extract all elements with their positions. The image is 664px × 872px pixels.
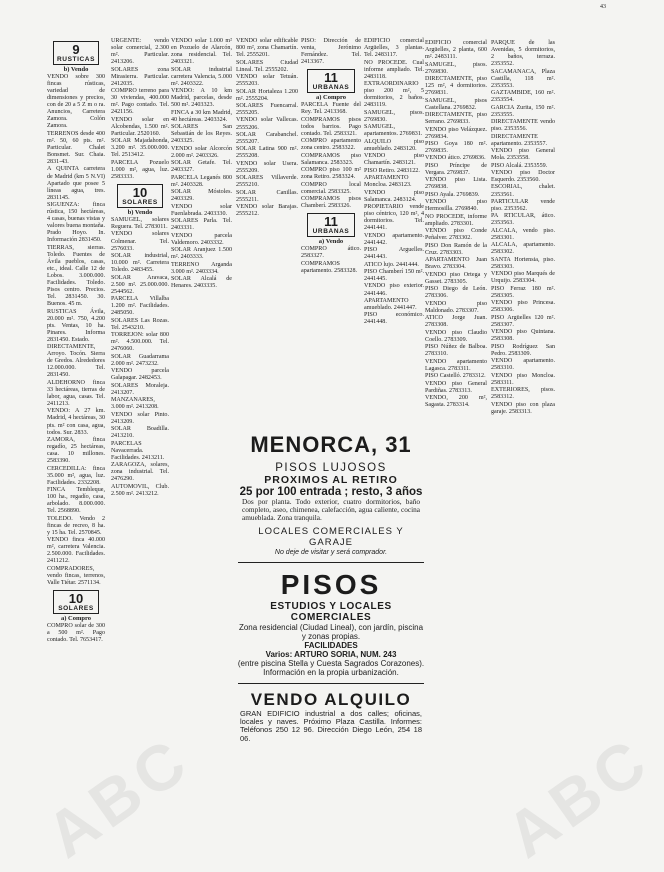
- ad-item: PARCELA Pozuelo 1.000 m², agua, luz. 2583333.: [111, 159, 169, 180]
- ad-item: SAMUGEL, apartamentos. 2769831.: [364, 124, 423, 138]
- ad-item: PISO Castelló. 2783312.: [425, 373, 486, 380]
- column-3: [171, 38, 232, 458]
- ad-item: DIRECTAMENTE vendo piso. 2353556.: [491, 119, 555, 133]
- ad-item: EDIFICIO comercial Argüelles, 2 planta, 600 m². 2483111.: [425, 40, 487, 61]
- ad-item: SOLAR Alcalá de Henares. 2403335.: [171, 276, 232, 290]
- watermark: ABC: [33, 722, 204, 872]
- ad-item: SOLAR industrial carretera Valencia, 5.000 m². 2403322.: [171, 66, 232, 87]
- ad-item: VENDO solar Fuenlabrada. 2403330.: [171, 203, 232, 217]
- column-5: [301, 38, 361, 458]
- ad-item: SAMUGEL, solares Reguera. Tel. 2783011.: [111, 216, 169, 231]
- subsection-title: a) Vendo: [318, 238, 344, 246]
- pisos-facilidades: FACILIDADES: [304, 640, 358, 650]
- subsection-title: a) Compro: [315, 94, 347, 102]
- ad-item: VENDO piso Chamartín. 2483121.: [364, 153, 424, 167]
- subsection-title: b) Vendo: [127, 208, 153, 216]
- ad-item: VENDO piso General Mola. 2353558.: [491, 148, 555, 162]
- ad-item: ALCALA, vendo piso. 2583301.: [491, 227, 555, 241]
- ad-item: VENDO piso Princesa. 2583306.: [491, 300, 555, 314]
- ad-item: DIRECTAMENTE, piso Serrano. 2769833.: [425, 112, 487, 126]
- section-number: 10: [132, 184, 148, 200]
- ad-item: TOLEDO. Vendo 2 fincas de recreo, 8 ha. y 15 ha. Tel. 2570845.: [47, 515, 105, 536]
- ad-item: VENDO piso Maldonado. 2783307.: [425, 300, 487, 314]
- ad-item: VENDO parcela Galapagar. 2482453.: [111, 368, 169, 382]
- pisos-info: Información en la propia urbanización.: [263, 667, 399, 677]
- ad-item: PARCELAS Navacerrada. Facilidades. 2413211.: [111, 440, 165, 461]
- ad-item: PA RTICULAR, ático. 2353563.: [491, 213, 555, 227]
- ad-item: COMPRO ático. 2583327.: [301, 246, 361, 260]
- ad-item: SOLAR Carabanchel. 2555207.: [236, 131, 298, 145]
- section-header-urbanas: [307, 69, 355, 93]
- section-number: 11: [324, 214, 338, 230]
- column-6: [364, 38, 424, 458]
- ad-item: ZARAGOZA, solares, zona industrial. Tel. 2476290.: [111, 462, 169, 483]
- display-ad-block: [236, 422, 426, 847]
- ad-item: MANZANARES, 3.000 m². 2413208.: [111, 397, 159, 411]
- menorca-description: Dos por planta. Todo exterior, cuatro dormitorios, baño completo, aseo, chimenea, calefacción, agua caliente, cocina amueblada. Zona tranquila.: [242, 497, 420, 523]
- ad-item: SANTA Hortensia, piso. 2583303.: [491, 256, 555, 270]
- ad-item: VENDO finca 40.000 m², carretera Valencia. 2.500.000. Facilidades. 2411212.: [47, 537, 105, 565]
- ad-item: PISO Chamberí 150 m². 2441445.: [364, 268, 424, 283]
- ad-item: ALCALA, apartamento. 2583302.: [491, 242, 555, 256]
- ad-item: FINCA a 30 km Madrid, 40 hectáreas. 2403324.: [171, 109, 232, 123]
- ad-item: EXTRAORDINARIO piso 200 m², 5 dormitorios, 2 baños. 2483119.: [364, 81, 424, 109]
- ad-item: VENDO solares Colmenar. Tel. 2576033.: [111, 231, 169, 252]
- column-8: [491, 40, 555, 850]
- ad-item: PISO Diego de León. 2783306.: [425, 286, 487, 300]
- ad-item: SOLAR industrial, 10.000 m². Carretera Toledo. 2483455.: [111, 253, 169, 274]
- section-number: 9: [72, 42, 80, 57]
- ad-item: VENDO: A 10 km Madrid, parcelas, desde 500 m². 2403323.: [171, 88, 232, 109]
- ad-item: VENDO sobre 300 fincas rústicas, variedad de dimensiones y precios, con de 20 a 5 Z m o ra. Anuncios, Carretera Zamora. Colón Zamora.: [47, 74, 105, 130]
- ad-item: CERCEDILLA: finca 35.000 m², agua, luz. Facilidades. 2332208.: [47, 465, 105, 486]
- ad-item: ESCORIAL, chalet. 2353561.: [491, 184, 555, 198]
- pisos-zone: Zona residencial (Ciudad Lineal), con jardín, piscina y zonas propias.: [238, 622, 424, 641]
- ad-item: COMPRAMOS pisos Chamberí. 2583326.: [301, 196, 361, 210]
- ad-item: SOLAR Guadarrama 2.000 m². 2473232.: [111, 353, 169, 367]
- ad-item: FINCA Tembleque, 100 ha., regadío, casa, arbolado. 8.000.000. Tel. 2568890.: [47, 487, 105, 515]
- ad-item: PISO Goya 180 m². 2769835.: [425, 141, 487, 155]
- ad-item: SOLAR Aravaca, 2.500 m². 25.000.000. 2544562.: [111, 274, 169, 295]
- divider: [238, 562, 424, 563]
- ad-item: SACAMANACA, Plaza Castilla, 118 m². 2353553.: [491, 68, 555, 89]
- ad-item: SOLAR Latina 900 m². 2555208.: [236, 146, 298, 160]
- ad-item: SAMUGEL, pisos. 2769830.: [425, 61, 487, 75]
- ad-item: VENDO piso Doctor Esquerdo. 2353560.: [491, 169, 555, 184]
- ad-item: DIRECTAMENTE, Arroyo. Tocón. Sierra de Gredos. Alrededores 12.000.000. Tel. 2831450.: [47, 344, 105, 379]
- pisos-address: Varios: ARTURO SORIA, NUM. 243: [265, 649, 397, 659]
- ad-item: PISO Ferraz 180 m². 2583305.: [491, 285, 555, 299]
- ad-item: PROPIETARIO vende piso céntrico, 120 m², 4 dormitorios. Tel. 2441441.: [364, 203, 424, 232]
- column-4: [236, 38, 298, 458]
- column-7: [425, 40, 487, 850]
- section-title: URBANAS: [312, 84, 350, 92]
- ad-item: SOLARES Las Rozas. Tel. 2543210.: [111, 317, 169, 331]
- ad-item: VENDO solar Tetuán. 2555203.: [236, 74, 298, 88]
- menorca-terms: 25 por 100 entrada ; resto, 3 años: [239, 486, 423, 498]
- section-number: 11: [324, 70, 338, 86]
- ad-item: VENDO solar edificable 800 m², zona Chamartín. Tel. 2555201.: [236, 38, 298, 59]
- ad-item: VENDO solar Pinto. 2413209.: [111, 411, 169, 425]
- ad-item: COMPRAMOS apartamento. 2583328.: [301, 260, 358, 274]
- ad-item: COMPRO terreno para 30 viviendas, 400.000 m². Pago contado. Tel. 2421156.: [111, 88, 169, 116]
- ad-item: PISO Rodríguez San Pedro. 2583309.: [491, 343, 555, 357]
- pisos-headline: PISOS: [280, 568, 382, 600]
- ad-item: PARQUE de las Avenidas, 5 dormitorios, 2 baños, terraza. 2353552.: [491, 40, 555, 68]
- divider: [238, 683, 424, 684]
- ad-item: NO PROCEDE. Cual informe ampliado. Tel. 2483118.: [364, 59, 424, 80]
- section-header-solares: [117, 184, 163, 208]
- ad-item: PISO Arguelles. 2441443.: [364, 247, 424, 261]
- subsection-title: b) Vendo: [63, 66, 89, 74]
- ad-item: ZAMORA, finca regadío, 25 hectáreas, casa. 10 millones. 2583390.: [47, 437, 105, 465]
- ad-item: SOLAR Aranjuez 1.500 m². 2403333.: [171, 247, 232, 261]
- section-header-solares: [53, 590, 99, 614]
- ad-item: COMPRAMOS piso Salamanca. 2583323.: [301, 152, 361, 166]
- ad-item: SOLAR Canillas. 2555211.: [236, 189, 298, 203]
- ad-item: PISO Retiro. 2483122.: [364, 167, 420, 174]
- ad-item: COMPRO local comercial. 2583325.: [301, 181, 361, 195]
- ad-item: SIGUENZA: finca rústica, 150 hectáreas, 4 casas, buenas vistas y valores buena montaña. Prado Hoyo. In. Información 2831450.: [47, 202, 105, 244]
- ad-item: VENDO piso General Pardiñas. 2783313.: [425, 380, 487, 394]
- ad-item: VENDO ático. 2769836.: [425, 155, 486, 162]
- ad-item: PISO Núñez de Balboa. 2783310.: [425, 344, 487, 358]
- ad-item: GARCIA Zurita, 150 m². 2353555.: [491, 104, 555, 118]
- ad-item: VENDO piso Quintana. 2583308.: [491, 329, 555, 343]
- ad-item: SOLAR Boadilla. 2413210.: [111, 426, 169, 440]
- ad-item: COMPRAMOS pisos todos barrios. Pago contado. Tel. 2583321.: [301, 116, 361, 137]
- ad-item: VENDO piso exterior. 2441446.: [364, 283, 424, 297]
- ad-item: VENDO piso Velázquez. 2769834.: [425, 126, 487, 140]
- ad-item: DIRECTAMENTE, piso 125 m², 4 dormitorios. 2769831.: [425, 76, 487, 97]
- menorca-subheading: PISOS LUJOSOS: [275, 462, 387, 474]
- ad-item: TERRENOS desde 400 m². 50, 60 pts. m². Particular. Chalet Bonsmet. Sur. Chaia. 2831-43.: [47, 130, 105, 166]
- ad-item: VENDO apartamento. 2441442.: [364, 232, 424, 246]
- ad-item: PARCELA Leganés 800 m². 2403328.: [171, 174, 232, 188]
- ad-item: ALQUILO piso amueblado. 2483120.: [364, 138, 424, 152]
- ad-item: ALDEHORNO finca 33 hectáreas, tierras de labor, agua, casas. Tel. 2411213.: [47, 379, 105, 407]
- ad-item: SOLARES Moraleja. 2413207.: [111, 382, 169, 396]
- ad-item: VENDO parcela Valdemoro. 2403332.: [171, 232, 232, 246]
- section-header-urbanas-vendo: [307, 213, 355, 237]
- ad-item: VENDO piso Hermosilla. 2769840.: [425, 199, 487, 213]
- ad-item: SOLAR Hortaleza 1.200 m². 2555204.: [236, 88, 298, 102]
- ad-item: PARCELA Fuente del Rey. Tel. 2413368.: [301, 102, 361, 116]
- ad-item: URGENTE: vendo solar comercial, 2.300 m². Particular. 2413206.: [111, 38, 169, 66]
- ad-item: ATICO Jorge Juan. 2783308.: [425, 315, 487, 329]
- ad-item: VENDO solar Alcorcón 2.000 m². 2403326.: [171, 145, 232, 159]
- ad-item: COMPRO solar de 300 a 500 m². Pago contado. Tel. 7653417.: [47, 623, 105, 644]
- ad-item: VENDO solar Vallecas. 2555206.: [236, 117, 298, 131]
- menorca-location: PROXIMOS AL RETIRO: [264, 474, 398, 486]
- column-1: [47, 38, 105, 838]
- ad-item: VENDO solar en Alcobendas, 1.500 m². Particular. 2520160.: [111, 116, 169, 137]
- ad-item: COMPRO apartamento zona centro. 2583322.: [301, 138, 361, 152]
- menorca-tagline: No deje de visitar y será comprador.: [274, 548, 388, 556]
- ad-item: VENDO apartamento Lagasca. 2783311.: [425, 358, 487, 372]
- ad-item: SAMUGEL, pisos. 2769830.: [364, 109, 424, 123]
- vendo-headline: VENDO ALQUILO: [250, 689, 412, 709]
- section-title: URBANAS: [312, 228, 350, 236]
- section-title: RUSTICAS: [56, 56, 96, 63]
- subsection-title: a) Compro: [60, 614, 92, 622]
- ad-item: VENDO piso Conde Peñalver. 2783302.: [425, 228, 487, 242]
- ad-item: VENDO, 200 m², Sagasta. 2783314.: [425, 395, 487, 409]
- ad-item: VENDO solar Usera. 2555209.: [236, 160, 298, 174]
- ad-item: EDIFICIO comercial Argüelles, 3 plantas. Tel. 2483117.: [364, 38, 424, 59]
- vendo-description: GRAN EDIFICIO industrial a dos calles; oficinas, locales y naves. Próximo Plaza Castilla. Informes: Teléfonos 250 12 96. Dirección Diego León, 254 18 06.: [240, 708, 422, 743]
- ad-item: COMPRO piso 100 m² zona Retiro. 2583324.: [301, 167, 361, 181]
- pisos-subheading: ESTUDIOS Y LOCALES COMERCIALES: [270, 600, 392, 623]
- ad-item: PISO Don Ramón de la Cruz. 2783303.: [425, 242, 487, 256]
- ad-item: SOLARES Fuencarral. 2555205.: [236, 102, 298, 117]
- ad-item: SOLARES Villaverde. 2555210.: [236, 175, 298, 189]
- ad-item: PISO Alcalá. 2353559.: [491, 162, 548, 169]
- ad-item: PISO: Dirección de venta, Jerónimo Fernández. Tel. 2413367.: [301, 38, 361, 66]
- ad-item: SAMUGEL, pisos Castellana. 2769832.: [425, 97, 487, 111]
- ad-item: ATICO lujo. 2441444.: [364, 261, 419, 268]
- ad-item: TORREJON: solar 800 m². 4.500.000. Tel. 2476060.: [111, 332, 169, 353]
- ad-item: SOLARES zona Mirasierra. Particular. 2412035.: [111, 66, 169, 87]
- column-2: [111, 38, 169, 838]
- ad-item: SOLARES San Sebastián de los Reyes. 2403325.: [171, 124, 232, 145]
- ad-item: VENDO solar Barajas. 2555212.: [236, 204, 298, 218]
- section-number: 10: [68, 590, 84, 606]
- ad-item: TERRENO Arganda 3.000 m². 2403334.: [171, 261, 232, 275]
- ad-item: VENDO piso Moncloa. 2583311.: [491, 372, 555, 386]
- ad-item: TIERRAS, sierras. Toledo. Fuentes de Ávila pueblos, casas, etc., ideal. Calle 12 de Lobos. 3.000.000. Facilidades. Toledo. Pisos centro. Precios. Tel. 2831450. 30. Buenos. 45 m.: [47, 244, 105, 308]
- ad-item: VENDO piso Claudio Coello. 2783309.: [425, 329, 487, 343]
- ad-item: VENDO piso Ortega y Gasset. 2783305.: [425, 271, 487, 285]
- menorca-locales: LOCALES COMERCIALES Y GARAJE: [258, 525, 404, 548]
- pisos-location-note: (entre piscina Stella y Cuesta Sagrados Corazones).: [237, 658, 425, 668]
- watermark: ABC: [493, 722, 664, 872]
- ad-item: SOLAR Majadahonda, 3.200 m². 35.000.000. Tel. 2513412.: [111, 138, 169, 159]
- ad-item: APARTAMENTO Juan Bravo. 2783304.: [425, 257, 487, 271]
- ad-item: NO PROCEDE, informe ampliado. 2783301.: [425, 213, 487, 227]
- ad-item: VENDO piso Lista. 2769838.: [425, 177, 487, 191]
- section-title: SOLARES: [122, 198, 158, 206]
- ad-item: DIRECTAMENTE apartamento. 2353557.: [491, 133, 548, 147]
- menorca-headline: MENORCA, 31: [250, 432, 412, 457]
- ad-item: VENDO piso Salamanca. 2483124.: [364, 189, 424, 203]
- ad-item: VENDO solar 1.000 m² en Pozuelo de Alarcón, zona residencial. Tel. 2403321.: [171, 38, 232, 66]
- section-header-rusticas: [53, 41, 99, 65]
- ad-item: RUSTICAS Ávila, 20.000 m². 750, 4.200 pts. Ventas, 10 ha. Pinares. Informa 2831450. Estado.: [47, 308, 105, 343]
- ad-item: PISO Príncipe de Vergara. 2769837.: [425, 162, 487, 176]
- ad-item: VENDO piso con plaza garaje. 2583313.: [491, 401, 555, 415]
- ad-item: VENDO: A 27 km. Madrid, 4 hectáreas, 30 pts. m² con casa, agua, todos. Sur. 2833.: [47, 408, 105, 436]
- ad-item: PARTICULAR vende piso. 2353562.: [491, 198, 555, 212]
- ad-item: SOLARES Parla. Tel. 2403331.: [171, 218, 232, 232]
- ad-item: SOLAR Móstoles. 2403329.: [171, 189, 232, 203]
- ad-item: EXTERIORES, pisos. 2583312.: [491, 387, 555, 401]
- page-number: 43: [600, 4, 606, 10]
- ad-item: PISO Argüelles 120 m². 2583307.: [491, 314, 555, 328]
- ad-item: VENDO piso Marqués de Urquijo. 2583304.: [491, 271, 555, 285]
- ad-item: SOLARES Ciudad Lineal. Tel. 2555202.: [236, 59, 298, 73]
- ad-item: VENDO apartamento. 2583310.: [491, 358, 555, 372]
- ad-item: APARTAMENTO amueblado. 2441447.: [364, 297, 417, 311]
- ad-item: PISO económico. 2441448.: [364, 312, 424, 326]
- ad-item: A QUINTA carretera de Madrid (km 5 N.VI) Apartado que posee 5 líneas agua, tres. 2831145.: [47, 166, 105, 201]
- ad-item: PISO Ayala. 2769839.: [425, 191, 480, 198]
- ad-item: SOLAR Getafe. Tel. 2403327.: [171, 160, 232, 174]
- ad-item: PARCELA Villalba 1.200 m². Facilidades. 2485050.: [111, 296, 169, 317]
- ad-item: GAZTAMBIDE, 160 m². 2353554.: [491, 90, 555, 104]
- ad-item: AUTOMOVIL, Club. 2.500 m². 2413212.: [111, 483, 169, 497]
- section-title: SOLARES: [58, 604, 94, 612]
- ad-item: COMPRADORES, vendo fincas, terrenos, Valle Tiétar. 2571134.: [47, 565, 105, 586]
- ad-item: APARTAMENTO Moncloa. 2483123.: [364, 175, 412, 189]
